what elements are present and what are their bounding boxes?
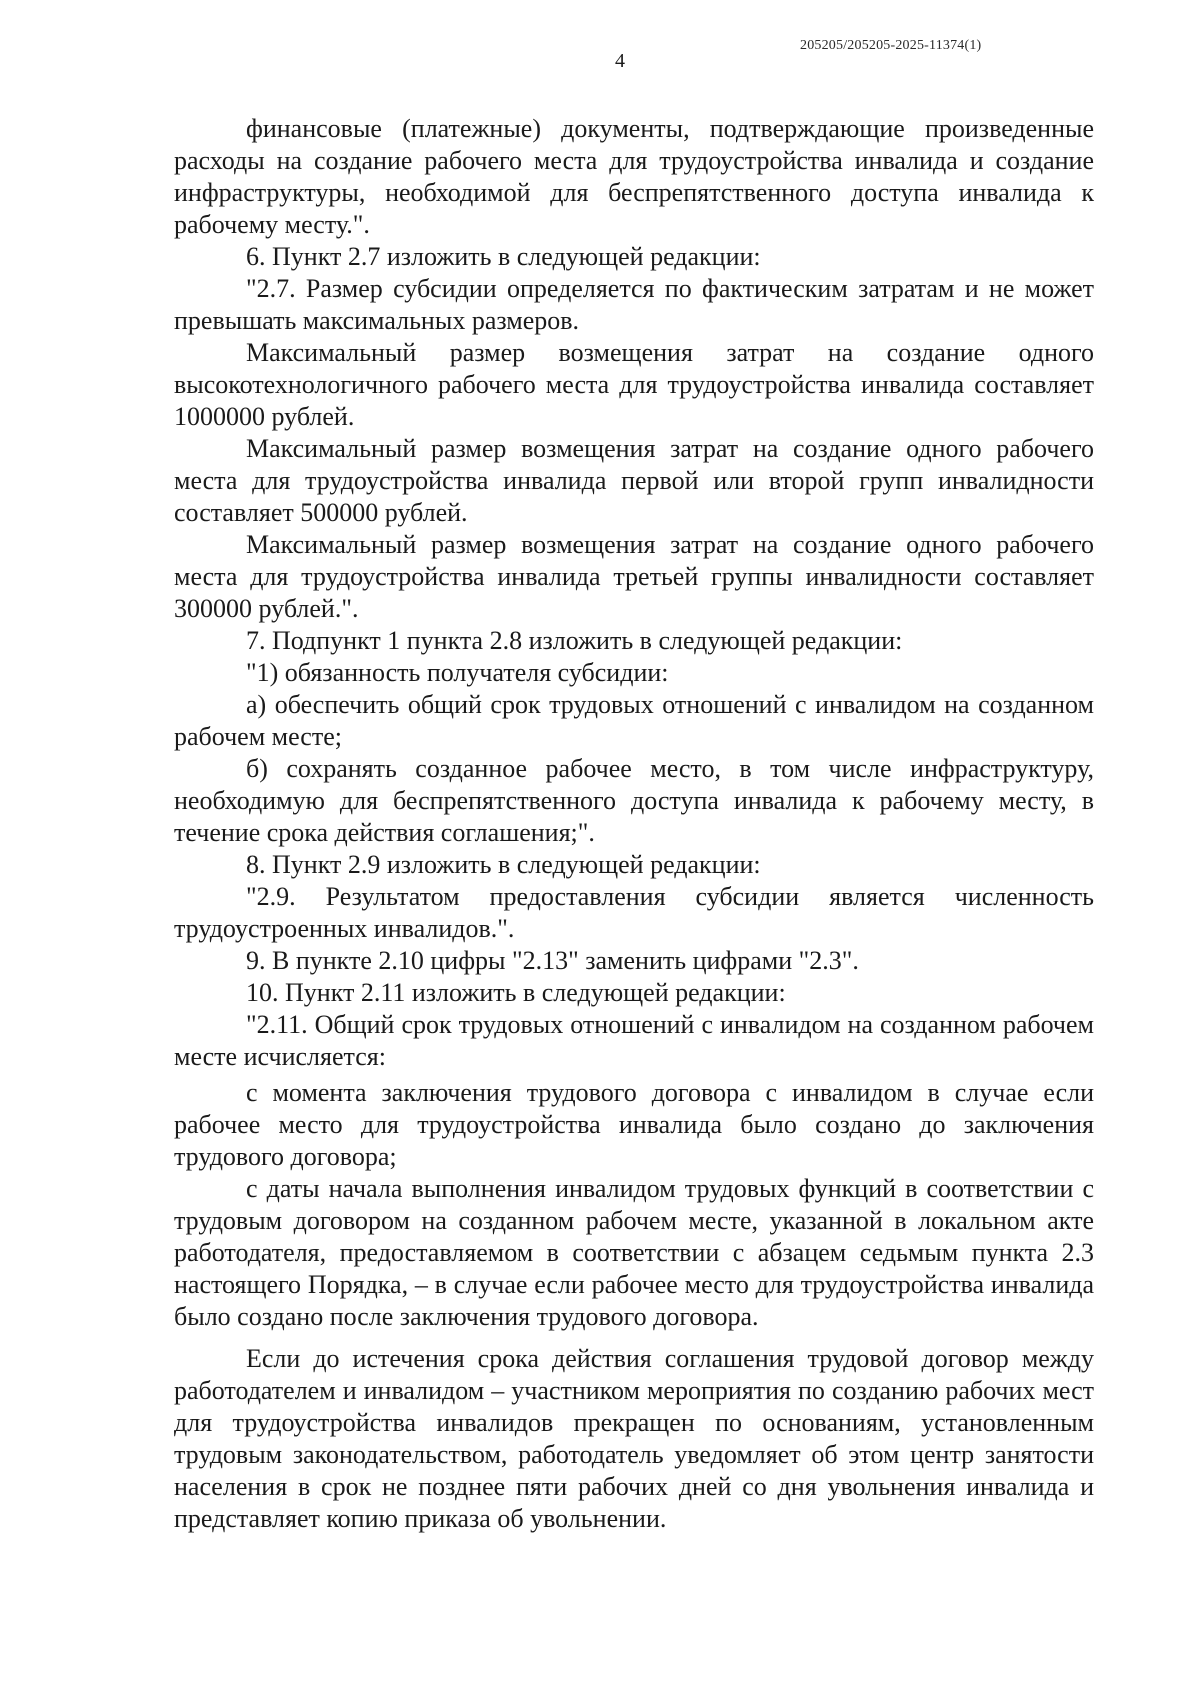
paragraph-2-9-result: "2.9. Результатом предоставления субсидии является численность трудоустроенных инвалидов.". (174, 882, 1094, 943)
paragraph-item-9: 9. В пункте 2.10 цифры "2.13" заменить цифрами "2.3". (246, 946, 859, 975)
document-body (174, 113, 1094, 1535)
paragraph-obligation: "1) обязанность получателя субсидии: (246, 658, 669, 687)
paragraph-item-6: 6. Пункт 2.7 изложить в следующей редакции: (246, 242, 761, 271)
paragraph-termination-notice: Если до истечения срока действия соглашения трудовой договор между работодателем и инвалидом – участником мероприятия по созданию рабочих мест для трудоустройства инвалидов прекращен по основаниям, установленным трудовым законодательством, работодатель уведомляет об этом центр занятости населения в срок не позднее пяти рабочих дней со дня увольнения инвалида и представляет копию приказа об увольнении. (174, 1344, 1094, 1533)
paragraph-max-high-tech: Максимальный размер возмещения затрат на создание одного высокотехнологичного рабочего места для трудоустройства инвалида составляет 1000000 рублей. (174, 338, 1094, 431)
paragraph-term-from-start-date: с даты начала выполнения инвалидом трудовых функций в соответствии с трудовым договором на созданном рабочем месте, указанной в локальном акте работодателя, предоставляемом в соответствии с абзацем седьмым пункта 2.3 настоящего Порядка, – в случае если рабочее место для трудоустройства инвалида было создано после заключения трудового договора. (174, 1174, 1094, 1331)
page-number: 4 (615, 50, 625, 72)
paragraph-max-group-1-2: Максимальный размер возмещения затрат на создание одного рабочего места для трудоустройства инвалида первой или второй групп инвалидности составляет 500000 рублей. (174, 434, 1094, 527)
paragraph-payment-documents: финансовые (платежные) документы, подтверждающие произведенные расходы на создание рабочего места для трудоустройства инвалида и создание инфраструктуры, необходимой для беспрепятственного доступа инвалида к рабочему месту.". (174, 114, 1094, 239)
paragraph-term-from-contract: с момента заключения трудового договора с инвалидом в случае если рабочее место для трудоустройства инвалида было создано до заключения трудового договора; (174, 1078, 1094, 1171)
paragraph-2-11-term: "2.11. Общий срок трудовых отношений с инвалидом на созданном рабочем месте исчисляется: (174, 1010, 1094, 1071)
document-registration-number: 205205/205205-2025-11374(1) (800, 38, 982, 53)
paragraph-item-10: 10. Пункт 2.11 изложить в следующей редакции: (246, 978, 786, 1007)
paragraph-obligation-b: б) сохранять созданное рабочее место, в том числе инфраструктуру, необходимую для беспрепятственного доступа инвалида к рабочему месту, в течение срока действия соглашения;". (174, 754, 1094, 847)
paragraph-item-7: 7. Подпункт 1 пункта 2.8 изложить в следующей редакции: (246, 626, 903, 655)
paragraph-max-group-3: Максимальный размер возмещения затрат на создание одного рабочего места для трудоустройства инвалида третьей группы инвалидности составляет 300000 рублей.". (174, 530, 1094, 623)
paragraph-item-8: 8. Пункт 2.9 изложить в следующей редакции: (246, 850, 761, 879)
paragraph-obligation-a: а) обеспечить общий срок трудовых отношений с инвалидом на созданном рабочем месте; (174, 690, 1094, 751)
paragraph-2-7-subsidy-size: "2.7. Размер субсидии определяется по фактическим затратам и не может превышать максимальных размеров. (174, 274, 1094, 335)
